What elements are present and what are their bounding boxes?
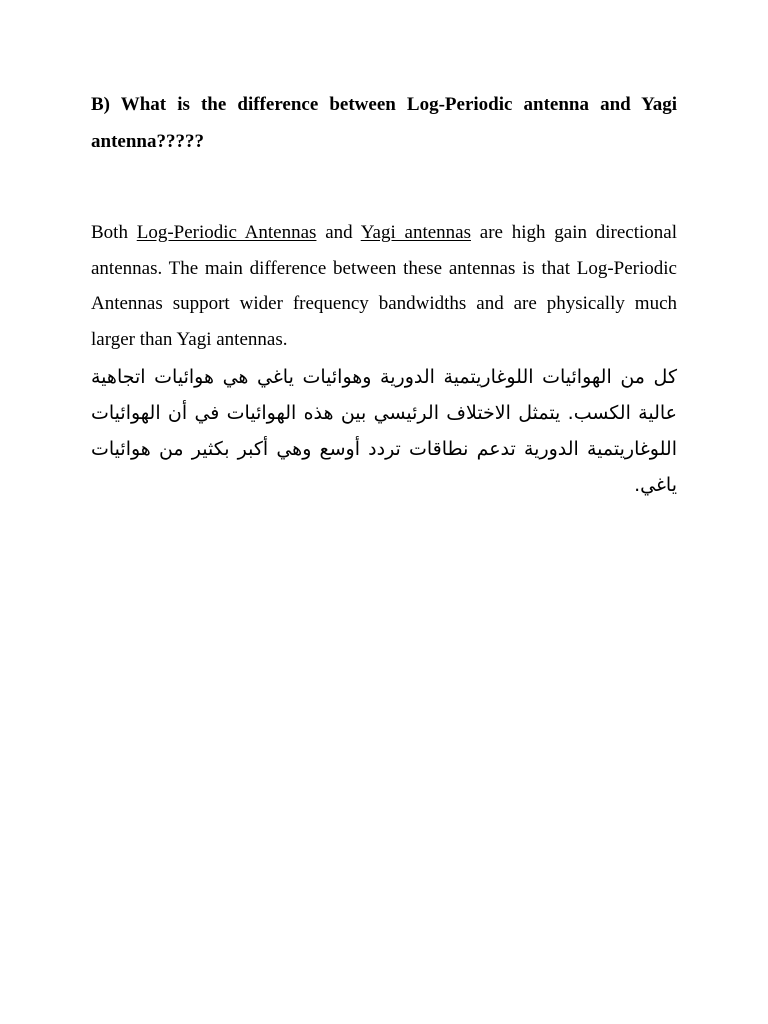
- answer-text-part3: are high gain directional antennas. The main difference between these antennas is that Log-Periodic Antennas support wider frequency bandwidths and are physically much larger than Yagi antennas.: [91, 222, 677, 350]
- log-periodic-antennas-link[interactable]: Log-Periodic Antennas: [136, 222, 317, 243]
- question-heading: B) What is the difference between Log-Periodic antenna and Yagi antenna?????: [91, 94, 677, 152]
- answer-text-part1: Both: [91, 222, 137, 243]
- english-answer-paragraph: [91, 215, 677, 357]
- answer-text-part2: and: [316, 222, 361, 243]
- yagi-antennas-link[interactable]: Yagi antennas: [360, 222, 471, 243]
- document-content: [91, 86, 677, 503]
- arabic-answer-paragraph: كل من الهوائيات اللوغاريتمية الدورية وهوائيات ياغي هي هوائيات اتجاهية عالية الكسب. يتمثل الاختلاف الرئيسي بين هذه الهوائيات في أن الهوائيات اللوغاريتمية الدورية تدعم نطاقات تردد أوسع وهي أكبر بكثير من هوائيات ياغي.: [91, 366, 677, 496]
